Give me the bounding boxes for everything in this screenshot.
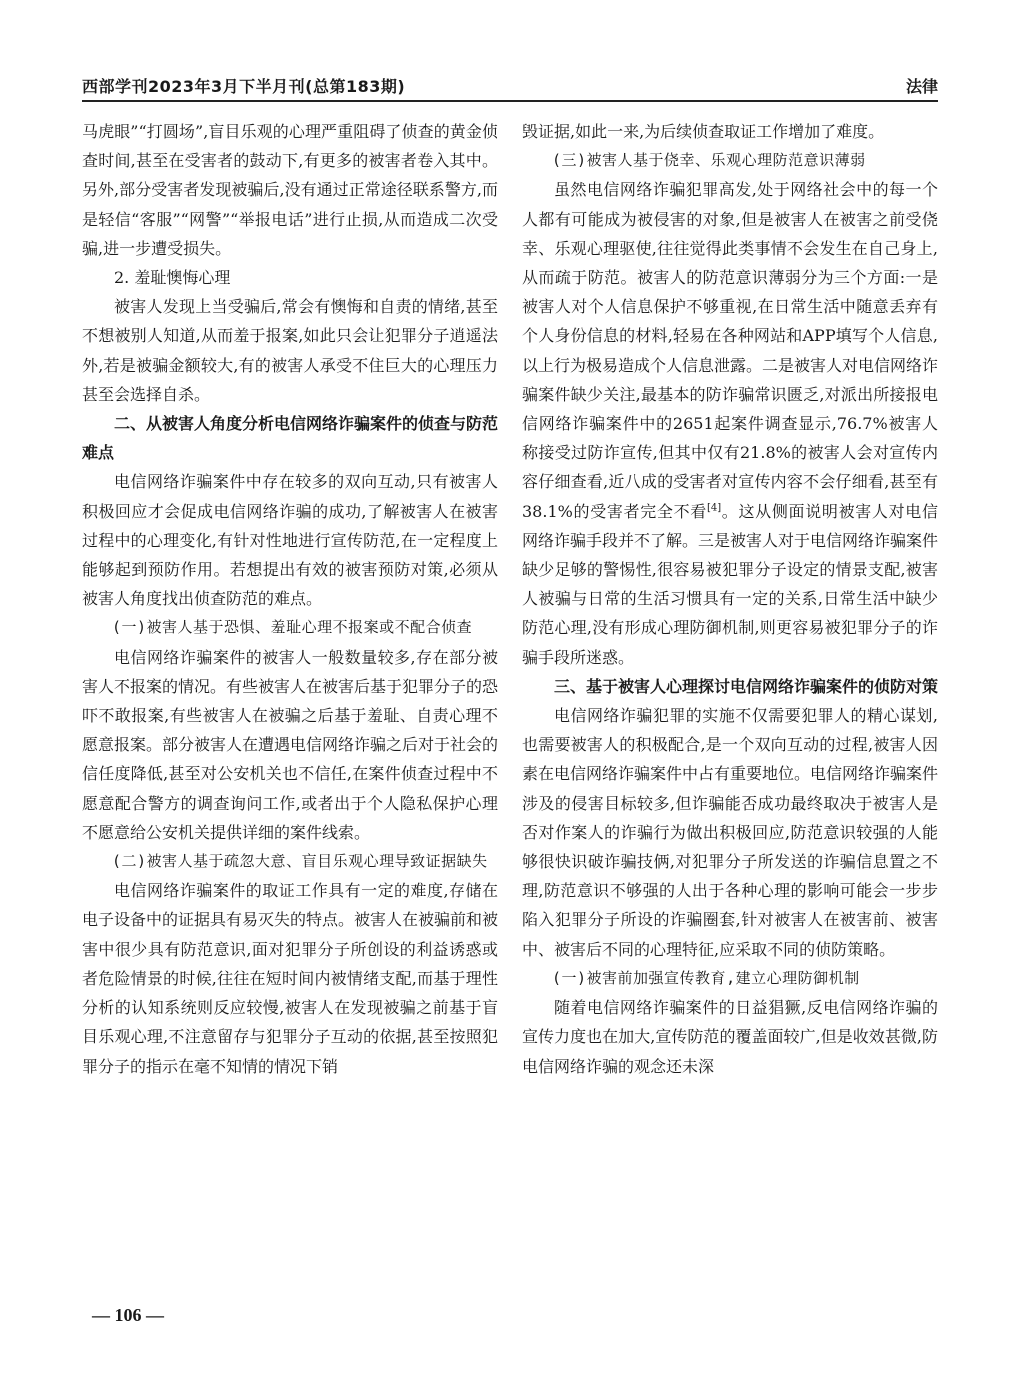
subsection-heading (82, 847, 498, 876)
paragraph-text: 电信网络诈骗犯罪的实施不仅需要犯罪人的精心谋划,也需要被害人的积极配合,是一个双向互动的过程,被害人因素在电信网络诈骗案件中占有重要地位。电信网络诈骗案件涉及的侵害目标较多,但诈骗能否成功最终取决于被害人是否对作案人的诈骗行为做出积极回应,防范意识较强的人能够很快识破诈骗技俩,对犯罪分子所发送的诈骗信息置之不理,防范意识不够强的人出于各种心理的影响可能会一步步陷入犯罪分子所设的诈骗圈套,针对被害人在被害前、被害中、被害后不同的心理特征,应采取不同的侦防策略。 (522, 706, 939, 959)
paragraph-text: 虽然电信网络诈骗犯罪高发,处于网络社会中的每一个人都有可能成为被侵害的对象,但是被害人在被害之前受侥幸、乐观心理驱使,往往觉得此类事情不会发生在自己身上,从而疏于防范。被害人的防范意识薄弱分为三个方面:一是被害人对个人信息保护不够重视,在日常生活中随意丢弃有个人身份信息的材料,轻易在各种网站和APP填写个人信息,以上行为极易造成个人信息泄露。二是被害人对电信网络诈骗案件缺少关注,最基本的防诈骗常识匮乏,对派出所接报电信网络诈骗案件中的2651起案件调查显示,76.7%被害人称接受过防诈宣传,但其中仅有21.8%的被害人会对宣传内容仔细查看,近八成的受害者对宣传内容不会仔细看,甚至有38.1%的受害者完全不看 (522, 180, 939, 521)
paragraph-text: 马虎眼”“打圆场”,盲目乐观的心理严重阻碍了侦查的黄金侦查时间,甚至在受害者的鼓动下,有更多的被害者卷入其中。另外,部分受害者发现被骗后,没有通过正常途径联系警方,而是轻信“客服”“网警”“举报电话”进行止损,从而造成二次受骗,进一步遭受损失。 (82, 122, 498, 258)
paragraph-text: 2. 羞耻懊悔心理 (114, 268, 231, 288)
numbered-heading (82, 263, 498, 292)
section-label: 法律 (905, 77, 938, 96)
paragraph-text: (三)被害人基于侥幸、乐观心理防范意识薄弱 (552, 151, 866, 170)
paragraph (82, 643, 498, 847)
section-heading (522, 672, 938, 701)
paragraph (82, 117, 498, 263)
paragraph-text: 电信网络诈骗案件的取证工作具有一定的难度,存储在电子设备中的证据具有易灭失的特点。被害人在被骗前和被害中很少具有防范意识,面对犯罪分子所创设的利益诱惑或者危险情景的时候,往往在短时间内被情绪支配,而基于理性分析的认知系统则反应较慢,被害人在发现被骗之前基于盲目乐观心理,不注意留存与犯罪分子互动的依据,甚至按照犯罪分子的指示在毫不知情的情况下销 (82, 881, 499, 1076)
paragraph (82, 876, 498, 1080)
page-number: — 106 — (92, 1305, 164, 1325)
journal-title: 西部学刊2023年3月下半月刊(总第183期) (82, 77, 406, 96)
paragraph-text: 被害人发现上当受骗后,常会有懊悔和自责的情绪,甚至不想被别人知道,从而羞于报案,如此只会让犯罪分子逍遥法外,若是被骗金额较大,有的被害人承受不住巨大的心理压力甚至会选择自杀。 (82, 297, 498, 404)
section-heading (82, 409, 498, 467)
paragraph (522, 701, 938, 964)
subsection-heading (522, 964, 938, 993)
subsection-heading (82, 613, 498, 642)
paragraph-text: (一)被害人基于恐惧、羞耻心理不报案或不配合侦查 (112, 618, 473, 637)
left-column (82, 117, 498, 1081)
paragraph (522, 117, 938, 146)
paragraph (522, 175, 938, 671)
paragraph-text: 三、基于被害人心理探讨电信网络诈骗案件的侦防对策 (554, 676, 939, 696)
right-column (522, 117, 938, 1081)
paragraph (82, 292, 498, 409)
subsection-heading (522, 146, 938, 175)
paragraph-text: 毁证据,如此一来,为后续侦查取证工作增加了难度。 (522, 122, 885, 141)
running-header (82, 74, 938, 102)
paragraph-text: 电信网络诈骗案件的被害人一般数量较多,存在部分被害人不报案的情况。有些被害人在被害后基于犯罪分子的恐吓不敢报案,有些被害人在被骗之后基于羞耻、自责心理不愿意报案。部分被害人在遭遇电信网络诈骗之后对于社会的信任度降低,甚至对公安机关也不信任,在案件侦查过程中不愿意配合警方的调查询问工作,或者出于个人隐私保护心理不愿意给公安机关提供详细的案件线索。 (82, 647, 499, 842)
paragraph (82, 467, 498, 613)
paragraph-text: 二、从被害人角度分析电信网络诈骗案件的侦查与防范难点 (82, 414, 499, 463)
paragraph-text: (一)被害前加强宣传教育,建立心理防御机制 (552, 968, 860, 987)
paragraph-text: 电信网络诈骗案件中存在较多的双向互动,只有被害人积极回应才会促成电信网络诈骗的成功,了解被害人在被害过程中的心理变化,有针对性地进行宣传防范,在一定程度上能够起到预防作用。若想提出有效的被害预防对策,必须从被害人角度找出侦查防范的难点。 (82, 472, 498, 609)
paragraph (522, 993, 938, 1081)
citation-ref: [4] (706, 502, 722, 514)
paragraph-text-tail: 。这从侧面说明被害人对电信网络诈骗手段并不了解。三是被害人对于电信网络诈骗案件缺少足够的警惕性,很容易被犯罪分子设定的情景支配,被害人被骗与日常的生活习惯具有一定的关系,日常生活中缺少防范心理,没有形成心理防御机制,则更容易被犯罪分子的诈骗手段所迷惑。 (522, 501, 939, 667)
paragraph-text: (二)被害人基于疏忽大意、盲目乐观心理导致证据缺失 (112, 852, 488, 871)
paragraph-text: 随着电信网络诈骗案件的日益猖獗,反电信网络诈骗的宣传力度也在加大,宣传防范的覆盖面较广,但是收效甚微,防电信网络诈骗的观念还未深 (522, 998, 938, 1076)
